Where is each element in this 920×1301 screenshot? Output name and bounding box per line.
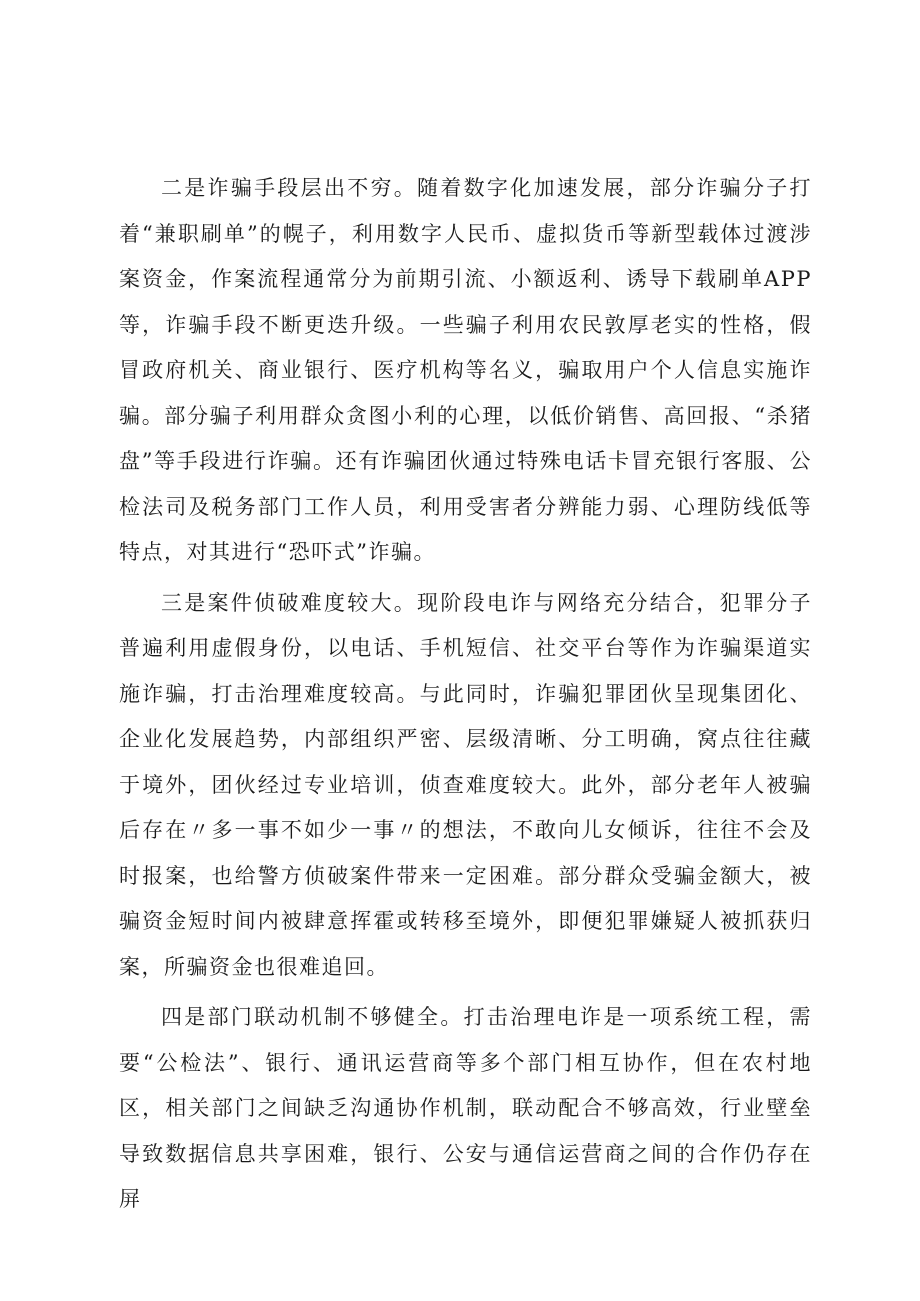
document-body <box>119 166 812 1228</box>
paragraph-case-difficulty: 三是案件侦破难度较大。现阶段电诈与网络充分结合，犯罪分子普遍利用虚假身份，以电话、手机短信、社交平台等作为诈骗渠道实施诈骗，打击治理难度较高。与此同时，诈骗犯罪团伙呈现集团化、企业化发展趋势，内部组织严密、层级清晰、分工明确，窝点往往藏于境外，团伙经过专业培训，侦查难度较大。此外，部分老年人被骗后存在〃多一事不如少一事〃的想法，不敢向儿女倾诉，往往不会及时报案，也给警方侦破案件带来一定困难。部分群众受骗金额大，被骗资金短时间内被肆意挥霍或转移至境外，即便犯罪嫌疑人被抓获归案，所骗资金也很难追回。 <box>119 590 812 979</box>
paragraph-department-coordination: 四是部门联动机制不够健全。打击治理电诈是一项系统工程，需要“公检法”、银行、通讯运营商等多个部门相互协作，但在农村地区，相关部门之间缺乏沟通协作机制，联动配合不够高效，行业壁垒导致数据信息共享困难，银行、公安与通信运营商之间的合作仍存在屏 <box>119 1005 812 1211</box>
paragraph-fraud-methods: 二是诈骗手段层出不穷。随着数字化加速发展，部分诈骗分子打着“兼职刷单”的幌子，利用数字人民币、虚拟货币等新型载体过渡涉案资金，作案流程通常分为前期引流、小额返利、诱导下载刷单APP等，诈骗手段不断更迭升级。一些骗子利用农民敦厚老实的性格，假冒政府机关、商业银行、医疗机构等名义，骗取用户个人信息实施诈骗。部分骗子利用群众贪图小利的心理，以低价销售、高回报、“杀猪盘”等手段进行诈骗。还有诈骗团伙通过特殊电话卡冒充银行客服、公检法司及税务部门工作人员，利用受害者分辨能力弱、心理防线低等特点，对其进行“恐吓式”诈骗。 <box>119 176 812 564</box>
